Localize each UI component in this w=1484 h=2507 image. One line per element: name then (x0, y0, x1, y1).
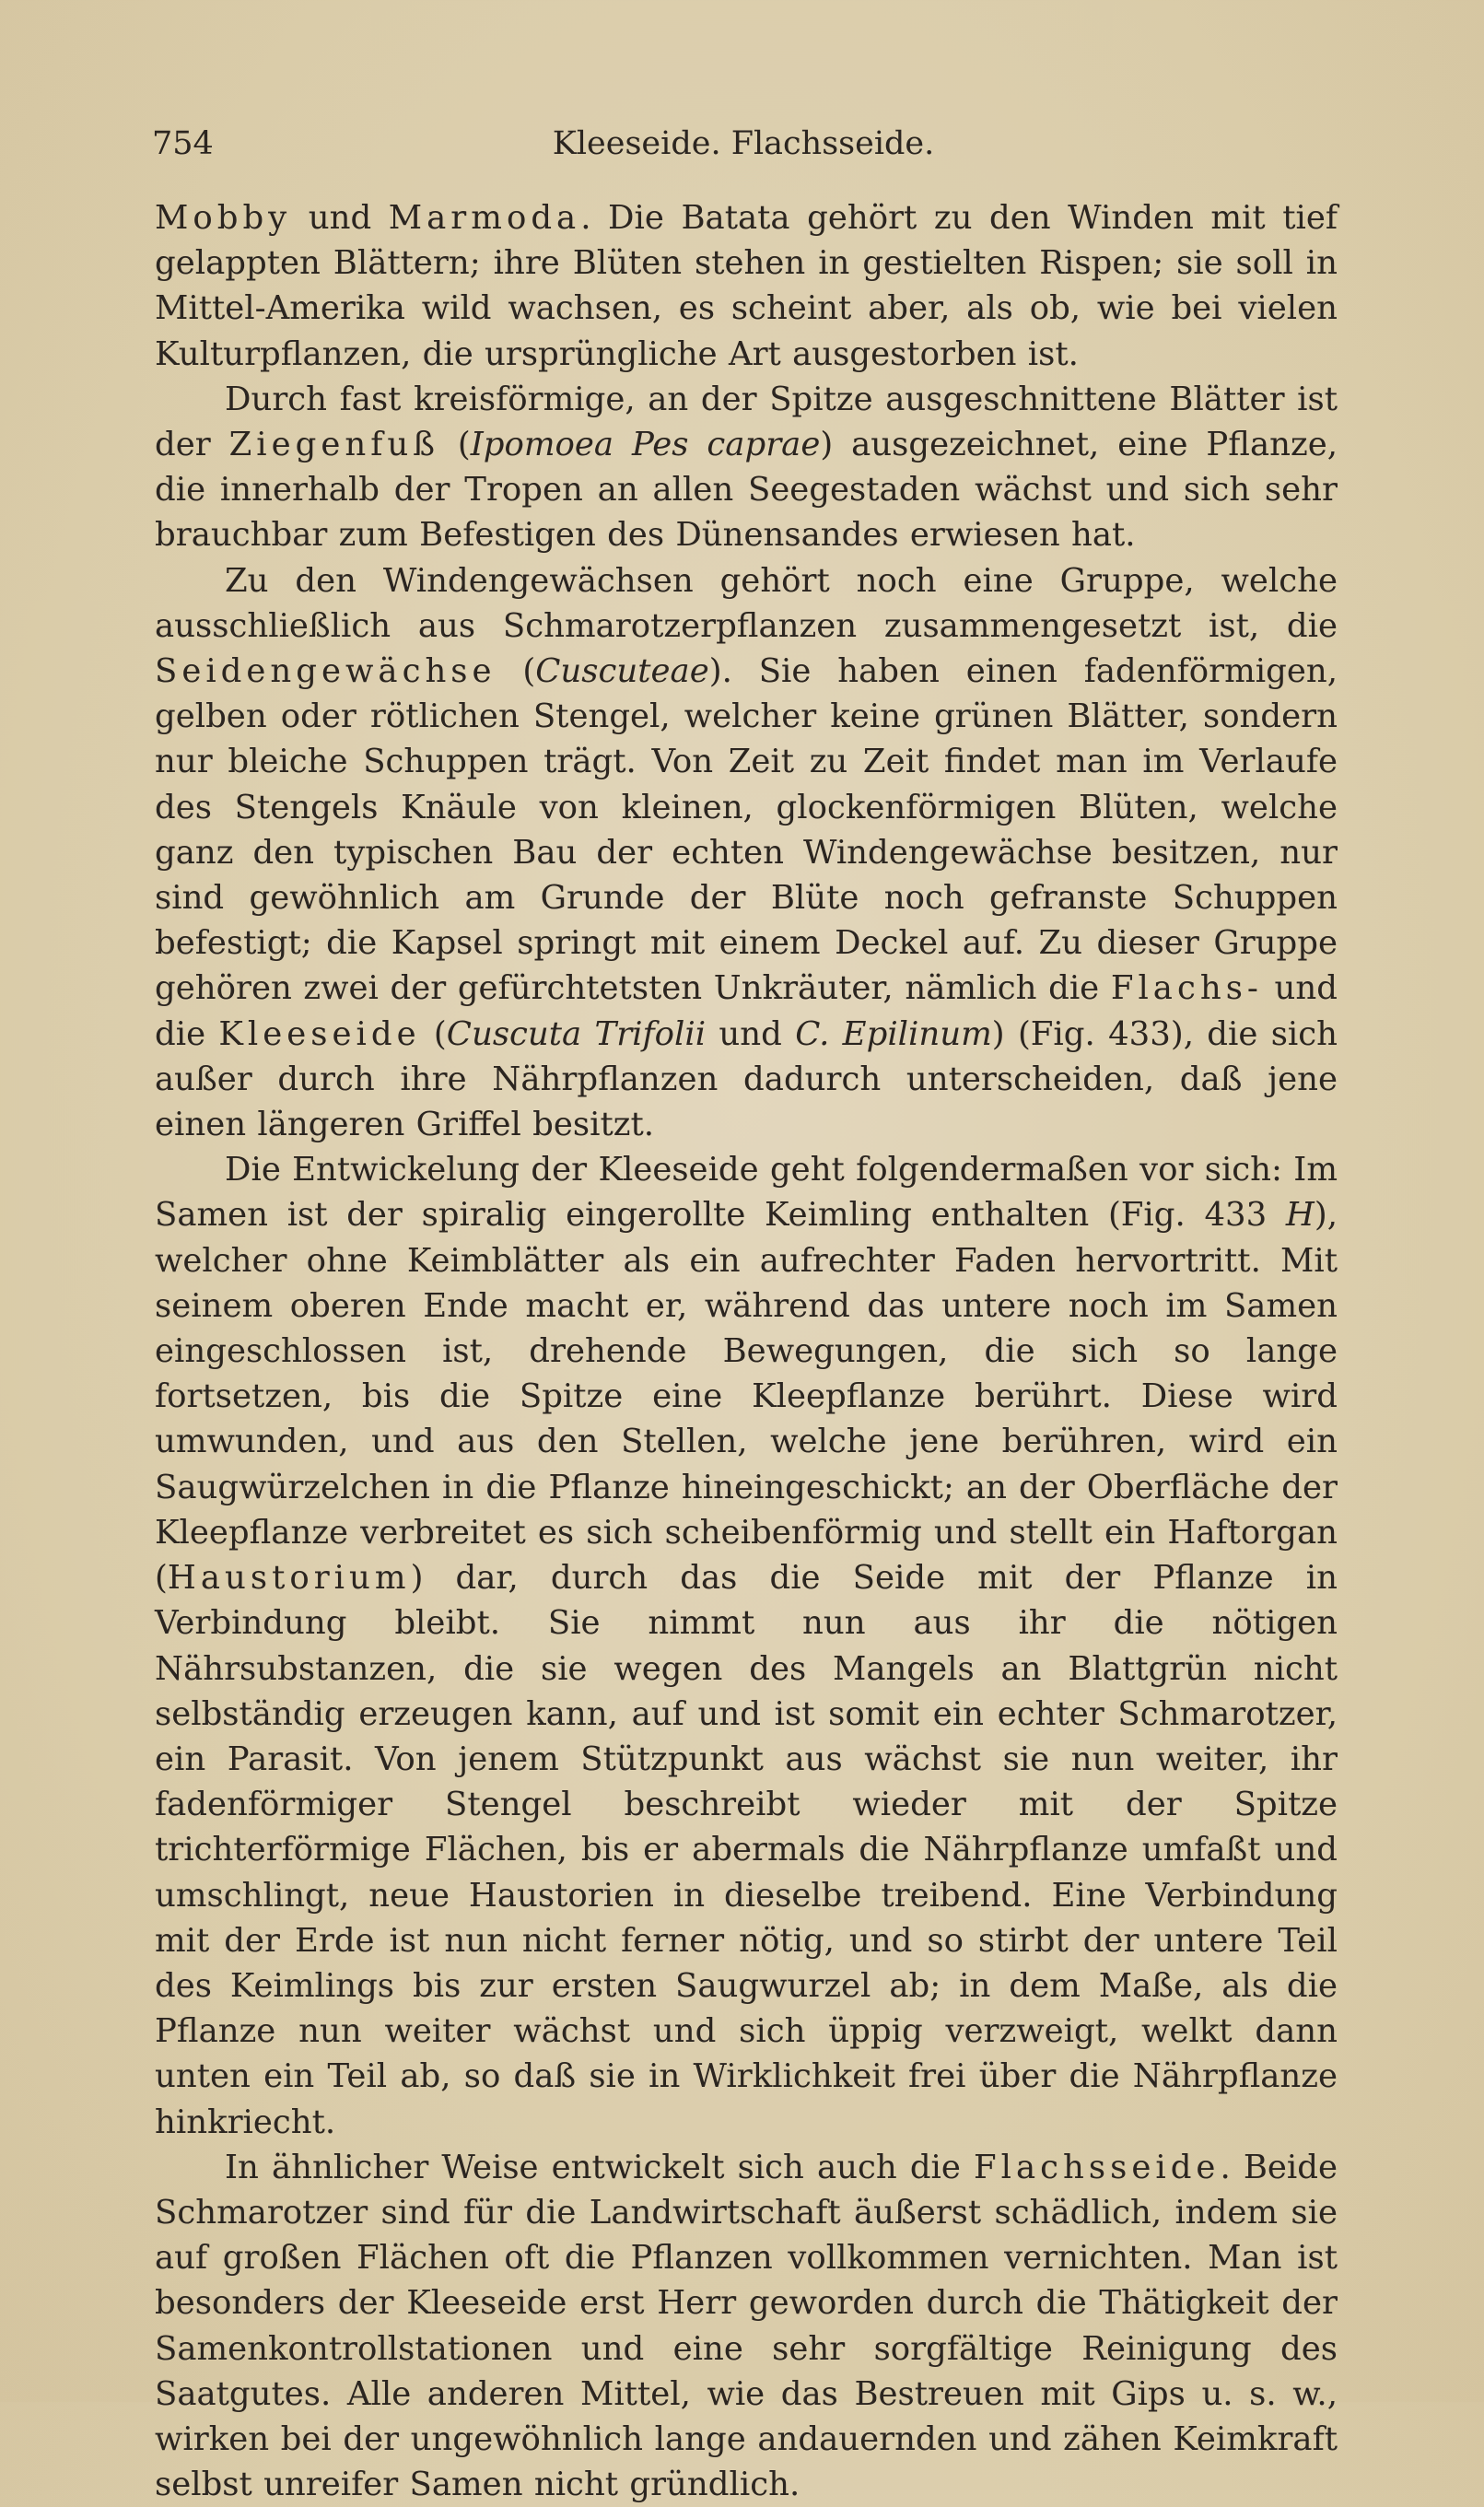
spaced-term: Haustorium (167, 1559, 411, 1598)
spaced-term: Ziegenfuß (228, 426, 439, 464)
text-run: In ähnlicher Weise entwickelt sich auch die (225, 2148, 975, 2186)
text-run: ( (420, 1014, 447, 1053)
italic-term: Ipomoea Pes caprae (470, 426, 821, 464)
paragraph (155, 377, 1338, 558)
text-run: und die (155, 969, 1338, 1053)
text-run: ( (438, 426, 471, 464)
text-run: und (291, 199, 389, 237)
text-run: . Die Batata gehört zu den Winden mit tief gelappten Blättern; ihre Blüten stehen in gestielten Rispen; sie soll in Mittel-Amerika wild wachsen, es scheint aber, als ob, wie bei vielen Kulturpflanzen, die ursprüngliche Art ausgestorben ist. (155, 199, 1338, 373)
spaced-term: Flachs- (1110, 969, 1263, 1008)
body-text (155, 195, 1338, 2507)
spaced-term: Flachsseide (974, 2148, 1221, 2186)
text-run: Durch fast kreisförmige, an der Spitze ausgeschnittene Blätter ist der (155, 380, 1338, 464)
paragraph (155, 558, 1338, 1148)
text-run: ) (Fig. 433), die sich außer durch ihre Nährpflanzen dadurch unterscheiden, daß jene einen längeren Griffel besitzt. (155, 1014, 1338, 1144)
paragraph (155, 1147, 1338, 2144)
spaced-term: Mobby (155, 199, 292, 237)
text-run: und (706, 1014, 796, 1053)
text-run: Zu den Windengewächsen gehört noch eine Gruppe, welche ausschließlich aus Schmarotzerpflanzen zusammengesetzt ist, die (155, 561, 1338, 645)
paragraph (155, 195, 1338, 377)
italic-term: H (1285, 1196, 1315, 1235)
italic-term: Cuscuteae (535, 652, 709, 691)
text-run: Die Entwickelung der Kleeseide geht folgendermaßen vor sich: Im Samen ist der spiralig eingerollte Keimling enthalten (Fig. 433 (155, 1151, 1338, 1235)
spaced-term: Kleeseide (218, 1014, 421, 1053)
paragraph (155, 2145, 1338, 2507)
italic-term: Cuscuta Trifolii (446, 1014, 707, 1053)
text-run: ). Sie haben einen fadenförmigen, gelben oder rötlichen Stengel, welcher keine grünen Blätter, sondern nur bleiche Schuppen trägt. Von Zeit zu Zeit findet man im Verlaufe des Stengels Knäule von kleinen, glockenförmigen Blüten, welche ganz den typischen Bau der echten Windengewächse besitzen, nur sind gewöhnlich am Grunde der Blüte noch gefranste Schuppen befestigt; die Kapsel springt mit einem Deckel auf. Zu dieser Gruppe gehören zwei der gefürchtetsten Unkräuter, nämlich die (155, 652, 1338, 1008)
text-run: ), welcher ohne Keimblätter als ein aufrechter Faden hervortritt. Mit seinem oberen Ende macht er, während das untere noch im Samen eingeschlossen ist, drehende Bewegungen, die sich so lange fortsetzen, bis die Spitze eine Kleepflanze berührt. Diese wird umwunden, und aus den Stellen, welche jene berühren, wird ein Saugwürzelchen in die Pflanze hineingeschickt; an der Oberfläche der Kleepflanze verbreitet es sich scheibenförmig und stellt ein Haftorgan ( (155, 1196, 1338, 1598)
spaced-term: Marmoda (388, 199, 581, 237)
spaced-term: Seidengewächse (155, 652, 497, 691)
italic-term: C. Epilinum (795, 1014, 992, 1053)
text-run: . Beide Schmarotzer sind für die Landwirtschaft äußerst schädlich, indem sie auf großen Flächen oft die Pflanzen vollkommen vernichten. Man ist besonders der Kleeseide erst Herr geworden durch die Thätigkeit der Samenkontrollstationen und eine sehr sorgfältige Reinigung des Saatgutes. Alle anderen Mittel, wie das Bestreuen mit Gips u. s. w., wirken bei der ungewöhnlich lange andauernden und zähen Keimkraft selbst unreifer Samen nicht gründlich. (155, 2148, 1338, 2504)
text-run: ( (496, 652, 536, 691)
text-run: ) ausgezeichnet, eine Pflanze, die innerhalb der Tropen an allen Seegestaden wächst und sich sehr brauchbar zum Befestigen des Dünensandes erwiesen hat. (155, 426, 1338, 555)
running-title: Kleeseide. Flachsseide. (552, 125, 935, 162)
page-header (152, 122, 1335, 168)
text-run: ) dar, durch das die Seide mit der Pflanze in Verbindung bleibt. Sie nimmt nun aus ihr die nötigen Nährsubstanzen, die sie wegen des Mangels an Blattgrün nicht selbständig erzeugen kann, auf und ist somit ein echter Schmarotzer, ein Parasit. Von jenem Stützpunkt aus wächst sie nun weiter, ihr fadenförmiger Stengel beschreibt wieder mit der Spitze trichterförmige Flächen, bis er abermals die Nährpflanze umfaßt und umschlingt, neue Haustorien in dieselbe treibend. Eine Verbindung mit der Erde ist nun nicht ferner nötig, und so stirbt der untere Teil des Keimlings bis zur ersten Saugwurzel ab; in dem Maße, als die Pflanze nun weiter wächst und sich üppig verzweigt, welkt dann unten ein Teil ab, so daß sie in Wirklichkeit frei über die Nährpflanze hinkriecht. (155, 1559, 1338, 2141)
page-number: 754 (152, 125, 214, 162)
